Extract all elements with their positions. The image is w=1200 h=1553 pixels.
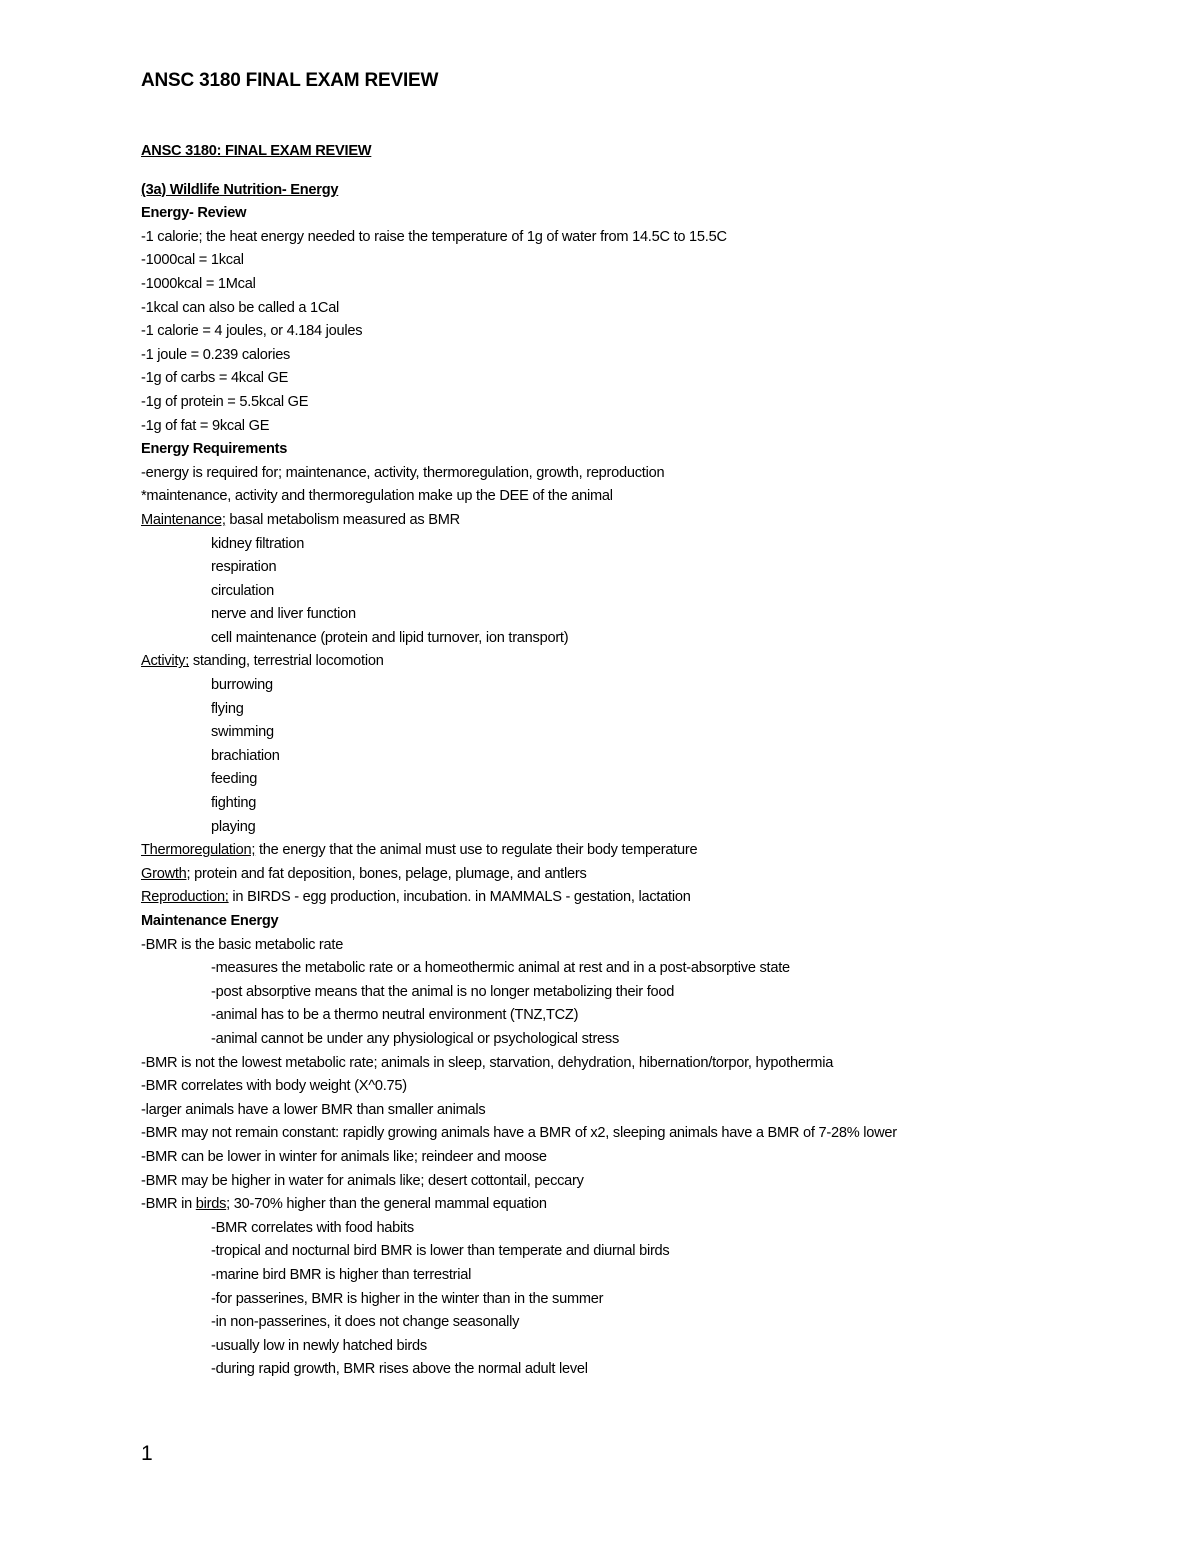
- activity-line: [141, 650, 1171, 674]
- activity-text: standing, terrestrial locomotion: [189, 653, 384, 670]
- activity-item: burrowing: [211, 677, 273, 694]
- bird-bmr-item: -marine bird BMR is higher than terrestrial: [211, 1266, 472, 1283]
- bmr-birds-underlined: birds: [195, 1196, 227, 1213]
- energy-review-line: -1g of fat = 9kcal GE: [141, 417, 270, 434]
- energy-review-line: -1g of protein = 5.5kcal GE: [141, 393, 309, 410]
- maintenance-text: basal metabolism measured as BMR: [225, 511, 460, 528]
- activity-item: swimming: [211, 724, 274, 741]
- bmr-line: -BMR may be higher in water for animals like; desert cottontail, peccary: [141, 1172, 584, 1189]
- bmr-sub-item: -animal cannot be under any physiological or psychological stress: [211, 1030, 620, 1047]
- energy-review-line: -1 calorie = 4 joules, or 4.184 joules: [141, 323, 363, 340]
- thermoregulation-text: the energy that the animal must use to regulate their body temperature: [255, 842, 698, 859]
- growth-line: [141, 863, 1171, 887]
- maintenance-label: Maintenance;: [141, 511, 226, 528]
- energy-requirements-note: *maintenance, activity and thermoregulation make up the DEE of the animal: [141, 488, 613, 505]
- energy-review-line: -1000cal = 1kcal: [141, 252, 244, 269]
- bmr-line: -BMR can be lower in winter for animals like; reindeer and moose: [141, 1148, 547, 1165]
- bmr-birds-suffix: ; 30-70% higher than the general mammal equation: [226, 1196, 547, 1213]
- bmr-line: -BMR correlates with body weight (X^0.75): [141, 1078, 407, 1095]
- reproduction-text: in BIRDS - egg production, incubation. in MAMMALS - gestation, lactation: [228, 889, 691, 906]
- maintenance-item: respiration: [211, 559, 277, 576]
- section-heading: (3a) Wildlife Nutrition- Energy: [141, 181, 339, 198]
- maintenance-item: cell maintenance (protein and lipid turnover, ion transport): [211, 629, 569, 646]
- page-number: 1: [141, 1442, 153, 1465]
- bmr-line: -larger animals have a lower BMR than smaller animals: [141, 1101, 486, 1118]
- bmr-sub-item: -measures the metabolic rate or a homeothermic animal at rest and in a post-absorptive state: [211, 960, 790, 977]
- energy-requirements-line: -energy is required for; maintenance, activity, thermoregulation, growth, reproduction: [141, 464, 665, 481]
- bmr-line: -BMR is the basic metabolic rate: [141, 936, 344, 953]
- bird-bmr-item: -BMR correlates with food habits: [211, 1219, 414, 1236]
- activity-item: flying: [211, 700, 244, 717]
- bmr-birds-line: [141, 1193, 1171, 1217]
- bmr-sub-item: -post absorptive means that the animal is no longer metabolizing their food: [211, 983, 675, 1000]
- bmr-line: -BMR may not remain constant: rapidly growing animals have a BMR of x2, sleeping animals have a BMR of 7-28% lower: [141, 1125, 897, 1142]
- energy-review-line: -1 joule = 0.239 calories: [141, 346, 291, 363]
- growth-text: protein and fat deposition, bones, pelage, plumage, and antlers: [190, 865, 587, 882]
- maintenance-item: circulation: [211, 582, 274, 599]
- energy-review-line: -1g of carbs = 4kcal GE: [141, 370, 289, 387]
- bmr-birds-prefix: -BMR in: [141, 1196, 196, 1213]
- reproduction-label: Reproduction;: [141, 889, 229, 906]
- bmr-line: -BMR is not the lowest metabolic rate; animals in sleep, starvation, dehydration, hibernation/torpor, hypothermia: [141, 1054, 834, 1071]
- maintenance-energy-heading: Maintenance Energy: [141, 913, 279, 929]
- growth-label: Growth;: [141, 865, 191, 882]
- bird-bmr-item: -tropical and nocturnal bird BMR is lower than temperate and diurnal birds: [211, 1243, 670, 1260]
- bmr-sub-item: -animal has to be a thermo neutral environment (TNZ,TCZ): [211, 1007, 579, 1024]
- energy-review-line: -1000kcal = 1Mcal: [141, 275, 256, 292]
- thermoregulation-label: Thermoregulation;: [141, 842, 256, 859]
- maintenance-line: [141, 509, 1171, 533]
- document-body: [141, 140, 1171, 1382]
- maintenance-item: kidney filtration: [211, 535, 305, 552]
- energy-requirements-heading: Energy Requirements: [141, 441, 288, 458]
- activity-item: fighting: [211, 795, 257, 812]
- activity-item: brachiation: [211, 747, 280, 764]
- energy-review-line: -1kcal can also be called a 1Cal: [141, 299, 340, 316]
- document-title: ANSC 3180: FINAL EXAM REVIEW: [141, 143, 372, 159]
- bird-bmr-item: -during rapid growth, BMR rises above the normal adult level: [211, 1361, 588, 1378]
- activity-label: Activity;: [141, 653, 190, 670]
- activity-item: feeding: [211, 771, 258, 788]
- page-header-title: ANSC 3180 FINAL EXAM REVIEW: [141, 70, 439, 91]
- bird-bmr-item: -in non-passerines, it does not change seasonally: [211, 1314, 520, 1331]
- reproduction-line: [141, 886, 1171, 910]
- maintenance-item: nerve and liver function: [211, 606, 356, 623]
- energy-review-heading: Energy- Review: [141, 205, 247, 222]
- bird-bmr-item: -usually low in newly hatched birds: [211, 1337, 427, 1354]
- energy-review-line: -1 calorie; the heat energy needed to raise the temperature of 1g of water from 14.5C to 15.5C: [141, 228, 727, 245]
- thermoregulation-line: [141, 839, 1171, 863]
- bird-bmr-item: -for passerines, BMR is higher in the winter than in the summer: [211, 1290, 604, 1307]
- activity-item: playing: [211, 818, 256, 835]
